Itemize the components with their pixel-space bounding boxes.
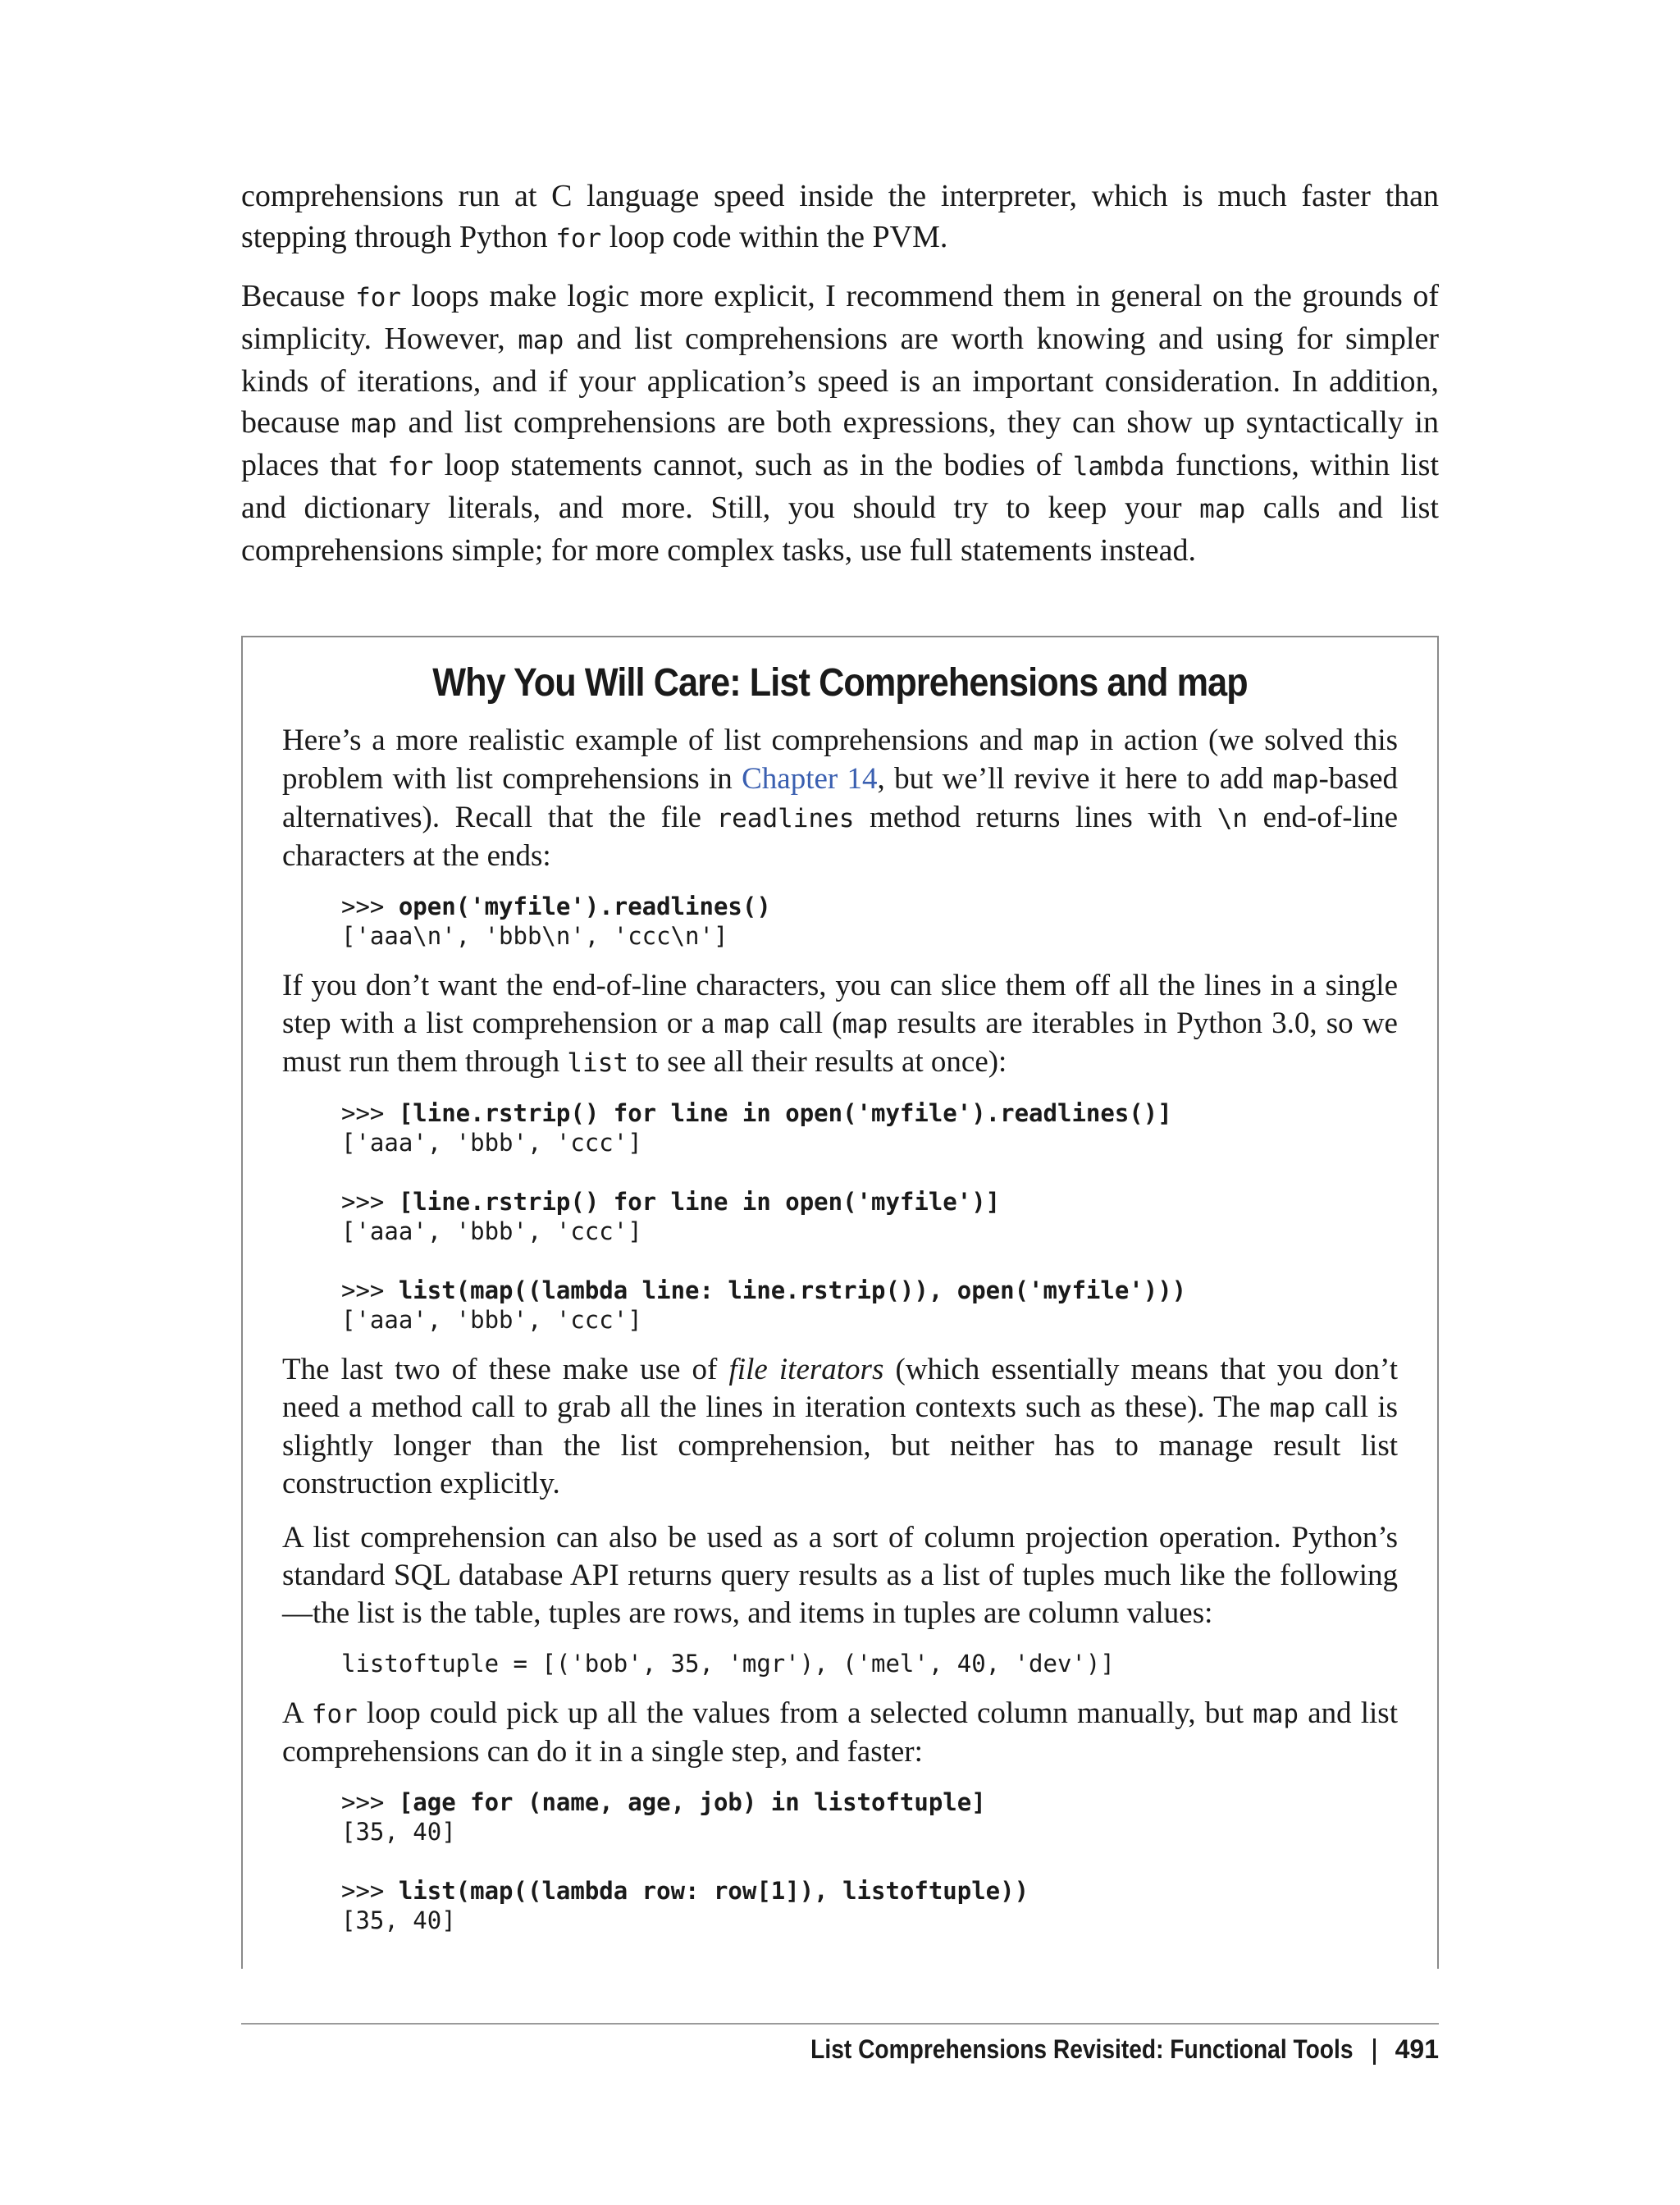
sidebar-paragraph-5 xyxy=(282,1695,1398,1771)
main-text xyxy=(241,176,1439,587)
code-line xyxy=(341,1098,1398,1128)
code-command: list(map((lambda line: line.rstrip()), open('myfile'))) xyxy=(398,1276,1187,1304)
code-output: ['aaa', 'bbb', 'ccc'] xyxy=(341,1217,642,1245)
code-output: ['aaa', 'bbb', 'ccc'] xyxy=(341,1306,642,1334)
code-line xyxy=(341,1876,1398,1906)
code-command: [age for (name, age, job) in listoftuple] xyxy=(398,1788,986,1816)
code-blank xyxy=(341,1157,1398,1187)
inline-code: map xyxy=(1272,765,1319,795)
inline-code: map xyxy=(518,326,564,355)
inline-code: for xyxy=(387,452,434,482)
page-footer xyxy=(241,2031,1439,2067)
inline-code: for xyxy=(311,1700,358,1729)
code-block-2 xyxy=(341,1098,1398,1335)
inline-code: map xyxy=(842,1010,888,1039)
inline-code: map xyxy=(1033,727,1080,756)
inline-code: lambda xyxy=(1072,452,1165,482)
footer-section-title: List Comprehensions Revisited: Functional Tools xyxy=(810,2034,1354,2064)
code-line xyxy=(341,892,1398,921)
code-prompt: >>> xyxy=(341,1877,399,1905)
code-block-4 xyxy=(341,1787,1398,1935)
code-line: listoftuple = [('bob', 35, 'mgr'), ('mel', 40, 'dev')] xyxy=(341,1650,1115,1678)
emphasis: file iterators xyxy=(728,1353,884,1386)
code-command: [line.rstrip() for line in open('myfile').readlines()] xyxy=(398,1099,1172,1127)
code-output: [35, 40] xyxy=(341,1906,456,1934)
code-prompt: >>> xyxy=(341,1276,399,1304)
code-prompt: >>> xyxy=(341,1788,399,1816)
sidebar-paragraph-2 xyxy=(282,967,1398,1082)
sidebar-title: Why You Will Care: List Comprehensions and map xyxy=(432,661,1248,705)
inline-code: map xyxy=(1199,495,1246,524)
inline-code: readlines xyxy=(716,804,855,833)
text-run: comprehensions run at C language speed inside the interpreter, which is much faster than stepping through Python xyxy=(241,179,1439,254)
inline-code: map xyxy=(1253,1700,1299,1729)
text-run: calls and list comprehensions simple; for more complex tasks, use full statements instead. xyxy=(241,491,1439,568)
code-prompt: >>> xyxy=(341,1099,399,1127)
inline-code: map xyxy=(350,409,397,439)
text-run: (which essentially means that you don’t need a method call to grab all the lines in iteration contexts such as these). The xyxy=(282,1353,1398,1424)
text-run: , but we’ll revive it here to add xyxy=(877,762,1273,796)
chapter-link[interactable]: Chapter 14 xyxy=(742,762,878,796)
code-blank xyxy=(341,1246,1398,1276)
text-run: If you don’t want the end-of-line characters, you can slice them off all the lines in a single step with a list comprehension or a xyxy=(282,969,1398,1040)
text-run: Because xyxy=(241,279,356,313)
text-run: call ( xyxy=(769,1007,842,1040)
sidebar-box xyxy=(241,636,1439,1969)
code-command: open('myfile').readlines() xyxy=(398,892,771,920)
page-number: 491 xyxy=(1395,2034,1439,2064)
paragraph-intro-2 xyxy=(241,276,1439,571)
text-run: end-of-line characters at the ends: xyxy=(282,801,1399,873)
text-run: results are iterables in Python 3.0, so we must run them through xyxy=(282,1007,1398,1079)
text-run: A xyxy=(282,1696,312,1730)
text-run: call is slightly longer than the list comprehension, but neither has to manage result list construction explicitly. xyxy=(282,1390,1398,1500)
inline-code: map xyxy=(1269,1394,1316,1423)
text-run: The last two of these make use of xyxy=(282,1353,729,1386)
text-run: to see all their results at once): xyxy=(628,1045,1007,1079)
text-run: loop code within the PVM. xyxy=(601,220,948,254)
code-line xyxy=(341,1187,1398,1217)
text-run: and list comprehensions are both expressions, they can show up syntactically in places that xyxy=(241,405,1439,482)
code-block-1 xyxy=(341,892,1398,951)
code-output: ['aaa\n', 'bbb\n', 'ccc\n'] xyxy=(341,922,728,950)
code-command: [line.rstrip() for line in open('myfile')] xyxy=(398,1188,1001,1216)
code-command: list(map((lambda row: row[1]), listoftuple)) xyxy=(398,1877,1029,1905)
footer-divider xyxy=(241,2023,1439,2025)
inline-code: \n xyxy=(1217,804,1249,833)
text-run: in action (we solved this problem with list comprehensions in xyxy=(282,724,1398,796)
code-line xyxy=(341,1787,1398,1817)
code-output: [35, 40] xyxy=(341,1818,456,1846)
text-run: Here’s a more realistic example of list comprehensions and xyxy=(282,724,1034,757)
sidebar-paragraph-3 xyxy=(282,1351,1398,1503)
inline-code: for xyxy=(355,283,402,313)
paragraph-intro-1 xyxy=(241,176,1439,259)
inline-code: map xyxy=(724,1010,770,1039)
text-run: loop could pick up all the values from a selected column manually, but xyxy=(357,1696,1253,1730)
code-blank xyxy=(341,1847,1398,1876)
text-run: method returns lines with xyxy=(854,801,1217,834)
text-run: and list comprehensions are worth knowing and using for simpler kinds of iterations, and if your application’s speed is an important consideration. In addition, because xyxy=(241,322,1439,440)
code-block-3 xyxy=(341,1649,1398,1678)
inline-code: for xyxy=(555,224,602,253)
code-prompt: >>> xyxy=(341,892,399,920)
text-run: functions, within list and dictionary literals, and more. Still, you should try to keep your xyxy=(241,448,1439,525)
code-line xyxy=(341,1276,1398,1305)
text-run: loops make logic more explicit, I recommend them in general on the grounds of simplicity. However, xyxy=(241,279,1439,356)
inline-code: list xyxy=(567,1048,629,1078)
code-output: ['aaa', 'bbb', 'ccc'] xyxy=(341,1129,642,1157)
code-prompt: >>> xyxy=(341,1188,399,1216)
sidebar-paragraph-4 xyxy=(282,1519,1398,1632)
text-run: and list comprehensions can do it in a single step, and faster: xyxy=(282,1696,1398,1769)
text-run: -based alternatives). Recall that the file xyxy=(282,762,1399,834)
sidebar-paragraph-1 xyxy=(282,722,1398,875)
footer-separator xyxy=(1373,2038,1376,2065)
text-run: A list comprehension can also be used as a sort of column projection operation. Python’s standard SQL database API returns query results as a list of tuples much like the following—the list is the table, tuples are rows, and items in tuples are column values: xyxy=(282,1521,1398,1630)
text-run: loop statements cannot, such as in the bodies of xyxy=(433,448,1073,482)
